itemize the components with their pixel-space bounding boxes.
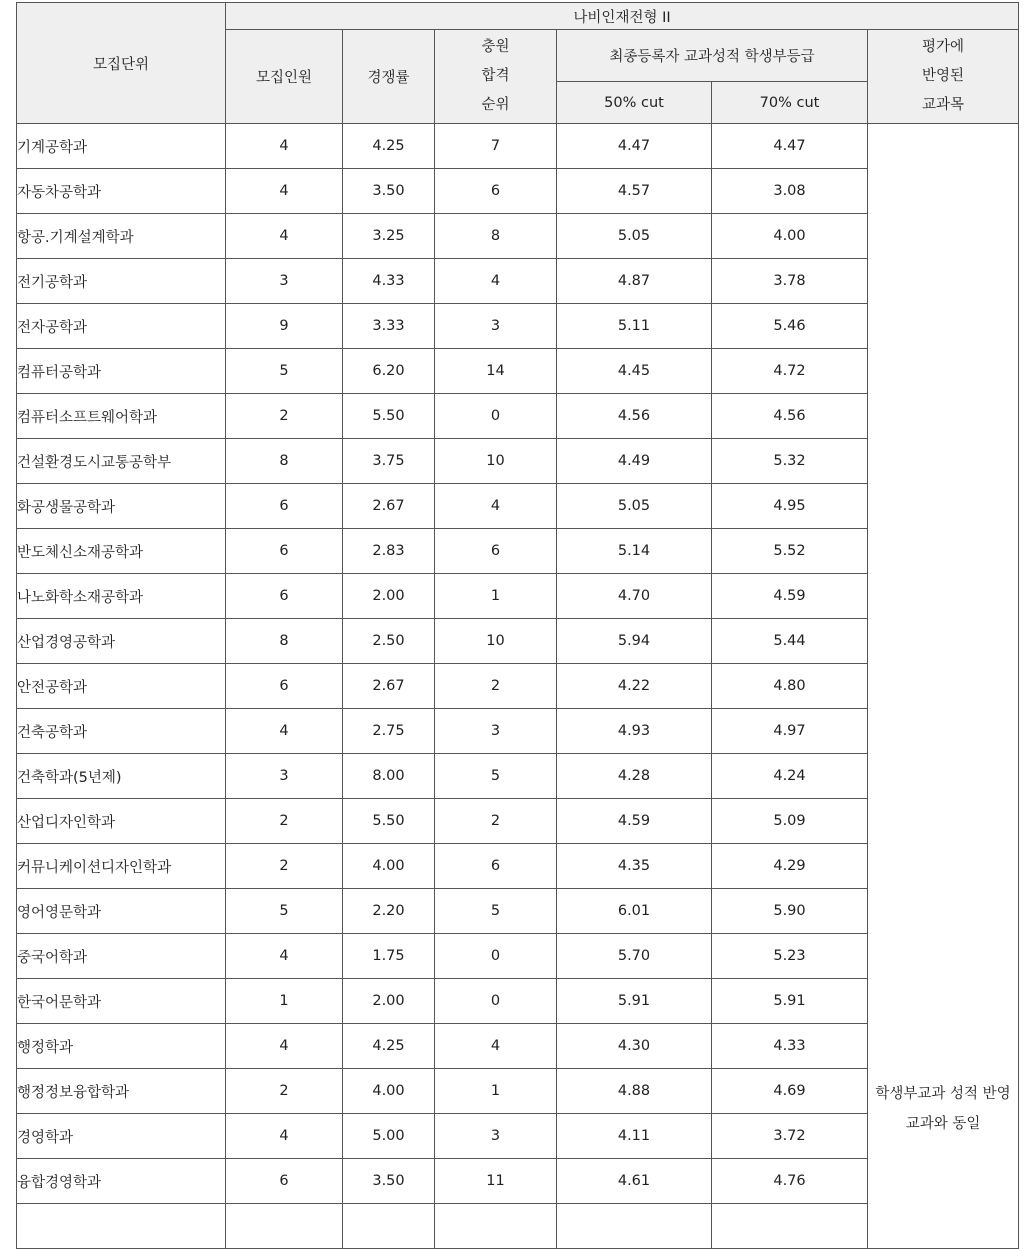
- waitlist-rank-cell: 6: [435, 844, 557, 889]
- cut50-cell: 5.70: [557, 934, 712, 979]
- unit-name-cell: 기계공학과: [17, 124, 226, 169]
- cut70-cell: 5.52: [712, 529, 868, 574]
- competition-rate-cell: 2.83: [343, 529, 435, 574]
- subjects-note-line: 학생부교과 성적 반영: [875, 1086, 1011, 1102]
- competition-rate-cell: 4.00: [343, 844, 435, 889]
- waitlist-rank-cell: 10: [435, 619, 557, 664]
- cut50-cell: 4.56: [557, 394, 712, 439]
- quota-cell: 4: [226, 1024, 343, 1069]
- cut50-cell: 4.28: [557, 754, 712, 799]
- cut50-cell: 4.22: [557, 664, 712, 709]
- competition-rate-cell: 8.00: [343, 754, 435, 799]
- header-quota: 모집인원: [226, 30, 343, 124]
- unit-name-cell: 자동차공학과: [17, 169, 226, 214]
- quota-cell: 8: [226, 439, 343, 484]
- unit-name-cell: 전기공학과: [17, 259, 226, 304]
- cut70-cell: 4.72: [712, 349, 868, 394]
- header-unit: 모집단위: [17, 3, 226, 124]
- unit-name-cell: 전자공학과: [17, 304, 226, 349]
- admission-results-table: [16, 2, 1019, 1249]
- competition-rate-cell: 2.20: [343, 889, 435, 934]
- cut70-cell: 4.97: [712, 709, 868, 754]
- competition-rate-cell: 3.33: [343, 304, 435, 349]
- competition-rate-cell: 1.75: [343, 934, 435, 979]
- cut50-cell: 4.61: [557, 1159, 712, 1204]
- empty-cell: [343, 1204, 435, 1249]
- waitlist-rank-cell: 10: [435, 439, 557, 484]
- cut70-cell: 4.33: [712, 1024, 868, 1069]
- quota-cell: 5: [226, 349, 343, 394]
- unit-name-cell: 커뮤니케이션디자인학과: [17, 844, 226, 889]
- cut70-cell: 5.23: [712, 934, 868, 979]
- unit-name-cell: 한국어문학과: [17, 979, 226, 1024]
- unit-name-cell: 나노화학소재공학과: [17, 574, 226, 619]
- empty-cell: [226, 1204, 343, 1249]
- unit-name-cell: 반도체신소재공학과: [17, 529, 226, 574]
- cut70-cell: 3.72: [712, 1114, 868, 1159]
- waitlist-rank-cell: 3: [435, 1114, 557, 1159]
- unit-name-cell: 산업경영공학과: [17, 619, 226, 664]
- competition-rate-cell: 4.33: [343, 259, 435, 304]
- quota-cell: 8: [226, 619, 343, 664]
- waitlist-rank-cell: 3: [435, 709, 557, 754]
- cut50-cell: 4.88: [557, 1069, 712, 1114]
- quota-cell: 2: [226, 1069, 343, 1114]
- cut70-cell: 5.90: [712, 889, 868, 934]
- quota-cell: 2: [226, 799, 343, 844]
- cut70-cell: 4.56: [712, 394, 868, 439]
- competition-rate-cell: 5.50: [343, 394, 435, 439]
- cut70-cell: 4.95: [712, 484, 868, 529]
- quota-cell: 5: [226, 889, 343, 934]
- quota-cell: 4: [226, 1114, 343, 1159]
- unit-name-cell: 중국어학과: [17, 934, 226, 979]
- cut50-cell: 5.11: [557, 304, 712, 349]
- competition-rate-cell: 5.00: [343, 1114, 435, 1159]
- quota-cell: 6: [226, 574, 343, 619]
- competition-rate-cell: 5.50: [343, 799, 435, 844]
- quota-cell: 6: [226, 529, 343, 574]
- quota-cell: 2: [226, 844, 343, 889]
- competition-rate-cell: 6.20: [343, 349, 435, 394]
- header-waitlist-line: 순위: [481, 97, 510, 113]
- quota-cell: 6: [226, 664, 343, 709]
- cut50-cell: 4.30: [557, 1024, 712, 1069]
- unit-name-cell: 항공.기계설계학과: [17, 214, 226, 259]
- waitlist-rank-cell: 14: [435, 349, 557, 394]
- unit-name-cell: 건축학과(5년제): [17, 754, 226, 799]
- cut70-cell: 5.44: [712, 619, 868, 664]
- header-subjects-line: 반영된: [922, 68, 965, 84]
- cut50-cell: 5.94: [557, 619, 712, 664]
- cut70-cell: 4.59: [712, 574, 868, 619]
- cut70-cell: 4.47: [712, 124, 868, 169]
- cut70-cell: 5.32: [712, 439, 868, 484]
- unit-name-cell: 행정정보융합학과: [17, 1069, 226, 1114]
- competition-rate-cell: 2.00: [343, 574, 435, 619]
- cut50-cell: 4.57: [557, 169, 712, 214]
- cut70-cell: 4.76: [712, 1159, 868, 1204]
- header-competition: 경쟁률: [343, 30, 435, 124]
- waitlist-rank-cell: 1: [435, 1069, 557, 1114]
- unit-name-cell: 산업디자인학과: [17, 799, 226, 844]
- header-cut70: 70% cut: [712, 82, 868, 124]
- quota-cell: 3: [226, 754, 343, 799]
- cut50-cell: 4.59: [557, 799, 712, 844]
- table-body: [17, 124, 1019, 1249]
- header-waitlist-line: 합격: [481, 68, 510, 84]
- empty-cell: [17, 1204, 226, 1249]
- header-group: 나비인재전형 II: [226, 3, 1019, 30]
- unit-name-cell: 영어영문학과: [17, 889, 226, 934]
- competition-rate-cell: 4.25: [343, 1024, 435, 1069]
- unit-name-cell: 화공생물공학과: [17, 484, 226, 529]
- quota-cell: 4: [226, 934, 343, 979]
- competition-rate-cell: 2.75: [343, 709, 435, 754]
- competition-rate-cell: 2.50: [343, 619, 435, 664]
- cut70-cell: 5.91: [712, 979, 868, 1024]
- cut50-cell: 4.45: [557, 349, 712, 394]
- waitlist-rank-cell: 0: [435, 979, 557, 1024]
- cut70-cell: 4.24: [712, 754, 868, 799]
- cut50-cell: 4.11: [557, 1114, 712, 1159]
- empty-cell: [435, 1204, 557, 1249]
- unit-name-cell: 융합경영학과: [17, 1159, 226, 1204]
- waitlist-rank-cell: 1: [435, 574, 557, 619]
- competition-rate-cell: 3.75: [343, 439, 435, 484]
- unit-name-cell: 건축공학과: [17, 709, 226, 754]
- cut70-cell: 4.69: [712, 1069, 868, 1114]
- cut50-cell: 4.49: [557, 439, 712, 484]
- waitlist-rank-cell: 0: [435, 394, 557, 439]
- unit-name-cell: 행정학과: [17, 1024, 226, 1069]
- cut50-cell: 5.91: [557, 979, 712, 1024]
- waitlist-rank-cell: 8: [435, 214, 557, 259]
- waitlist-rank-cell: 0: [435, 934, 557, 979]
- unit-name-cell: 컴퓨터공학과: [17, 349, 226, 394]
- competition-rate-cell: 2.67: [343, 664, 435, 709]
- quota-cell: 3: [226, 259, 343, 304]
- waitlist-rank-cell: 5: [435, 889, 557, 934]
- competition-rate-cell: 4.25: [343, 124, 435, 169]
- waitlist-rank-cell: 3: [435, 304, 557, 349]
- waitlist-rank-cell: 11: [435, 1159, 557, 1204]
- quota-cell: 1: [226, 979, 343, 1024]
- competition-rate-cell: 2.67: [343, 484, 435, 529]
- header-grade-group: 최종등록자 교과성적 학생부등급: [557, 30, 868, 82]
- waitlist-rank-cell: 4: [435, 484, 557, 529]
- quota-cell: 4: [226, 124, 343, 169]
- unit-name-cell: 안전공학과: [17, 664, 226, 709]
- cut70-cell: 4.80: [712, 664, 868, 709]
- cut50-cell: 5.05: [557, 214, 712, 259]
- waitlist-rank-cell: 4: [435, 259, 557, 304]
- waitlist-rank-cell: 2: [435, 664, 557, 709]
- unit-name-cell: 컴퓨터소프트웨어학과: [17, 394, 226, 439]
- cut70-cell: 3.08: [712, 169, 868, 214]
- cut50-cell: 6.01: [557, 889, 712, 934]
- competition-rate-cell: 3.50: [343, 1159, 435, 1204]
- waitlist-rank-cell: 6: [435, 169, 557, 214]
- empty-cell: [712, 1204, 868, 1249]
- cut70-cell: 4.00: [712, 214, 868, 259]
- quota-cell: 9: [226, 304, 343, 349]
- header-waitlist-rank: [435, 30, 557, 124]
- cut70-cell: 3.78: [712, 259, 868, 304]
- quota-cell: 4: [226, 214, 343, 259]
- cut50-cell: 4.35: [557, 844, 712, 889]
- quota-cell: 4: [226, 169, 343, 214]
- cut50-cell: 4.70: [557, 574, 712, 619]
- empty-cell: [557, 1204, 712, 1249]
- table-row: [17, 124, 1019, 169]
- header-waitlist-line: 충원: [481, 39, 510, 55]
- cut70-cell: 4.29: [712, 844, 868, 889]
- competition-rate-cell: 2.00: [343, 979, 435, 1024]
- quota-cell: 6: [226, 484, 343, 529]
- header-subjects-line: 평가에: [922, 39, 965, 55]
- cut50-cell: 4.47: [557, 124, 712, 169]
- cut50-cell: 5.14: [557, 529, 712, 574]
- competition-rate-cell: 3.50: [343, 169, 435, 214]
- unit-name-cell: 경영학과: [17, 1114, 226, 1159]
- unit-name-cell: 건설환경도시교통공학부: [17, 439, 226, 484]
- header-subjects-line: 교과목: [922, 97, 965, 113]
- waitlist-rank-cell: 4: [435, 1024, 557, 1069]
- subjects-note-cell: [868, 124, 1019, 1249]
- quota-cell: 6: [226, 1159, 343, 1204]
- cut70-cell: 5.09: [712, 799, 868, 844]
- competition-rate-cell: 3.25: [343, 214, 435, 259]
- waitlist-rank-cell: 6: [435, 529, 557, 574]
- waitlist-rank-cell: 7: [435, 124, 557, 169]
- cut70-cell: 5.46: [712, 304, 868, 349]
- quota-cell: 4: [226, 709, 343, 754]
- quota-cell: 2: [226, 394, 343, 439]
- cut50-cell: 4.87: [557, 259, 712, 304]
- cut50-cell: 4.93: [557, 709, 712, 754]
- subjects-note-line: 교과와 동일: [905, 1116, 981, 1132]
- waitlist-rank-cell: 2: [435, 799, 557, 844]
- competition-rate-cell: 4.00: [343, 1069, 435, 1114]
- waitlist-rank-cell: 5: [435, 754, 557, 799]
- cut50-cell: 5.05: [557, 484, 712, 529]
- header-subjects: [868, 30, 1019, 124]
- header-cut50: 50% cut: [557, 82, 712, 124]
